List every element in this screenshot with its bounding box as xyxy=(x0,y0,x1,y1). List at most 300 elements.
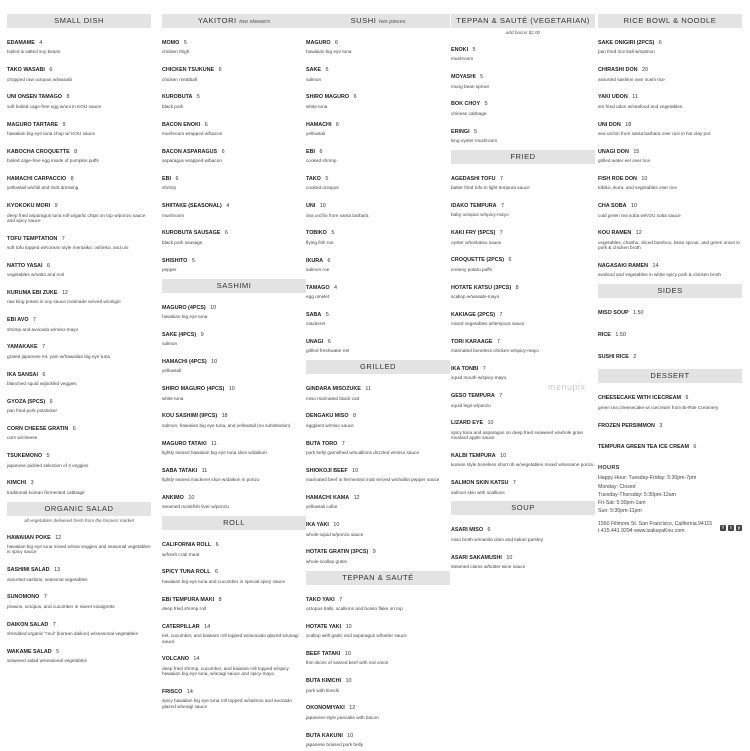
item-price: 12 xyxy=(61,290,68,297)
section-title: FRIED xyxy=(510,151,536,161)
item-description: w/fresh crab meat xyxy=(162,551,200,557)
menu-item xyxy=(306,58,450,82)
item-name: HAMACHI xyxy=(306,121,332,128)
section-header xyxy=(162,14,306,28)
section-header xyxy=(306,571,450,585)
menu-item xyxy=(7,281,151,305)
item-name: EBI xyxy=(306,148,315,155)
item-name: KUROBUTA xyxy=(162,94,193,101)
menu-item xyxy=(306,194,450,218)
item-description: scallop with garlic and asparagus w/butter sauce xyxy=(306,633,407,639)
menu-item xyxy=(306,249,450,273)
item-price: 13 xyxy=(53,567,60,574)
item-name: KALBI TEMPURA xyxy=(451,453,496,460)
item-price: 1.50 xyxy=(615,331,626,338)
item-price: 10 xyxy=(487,420,494,427)
item-description: deep fried asparagus tuna roll w/garlic chips on top w/ponzu sauce and spicy sauce xyxy=(7,212,146,223)
menu-item xyxy=(598,254,742,278)
item-name: YAKI UDON xyxy=(598,94,628,101)
hours-line: Sun: 5:30pm-11pm xyxy=(598,507,642,514)
item-description: steamed clams w/butter wine sauce xyxy=(451,563,526,569)
item-description: flying fish roe xyxy=(306,239,334,245)
hours-line: Happy Hour: Tuesday-Friday: 5:30pm-7pm xyxy=(598,475,697,482)
hours-line: Monday: Closed xyxy=(598,483,636,490)
item-description: yellowtail xyxy=(306,130,326,136)
hours-title: HOURS xyxy=(598,464,620,471)
menu-item xyxy=(598,167,742,191)
section-header xyxy=(7,14,151,28)
item-name: SHIOKOJI BEEF xyxy=(306,467,348,474)
item-description: miso marinated black cod xyxy=(306,395,360,401)
item-price: 10 xyxy=(344,650,351,657)
section-header xyxy=(451,150,595,164)
item-name: UNAGI DON xyxy=(598,148,629,155)
item-name: BACON ASPARAGUS xyxy=(162,148,218,155)
item-price: 10 xyxy=(228,386,235,393)
menu-item xyxy=(306,85,450,109)
item-name: MAGURO TATAKI xyxy=(162,440,207,447)
menu-item xyxy=(162,323,306,347)
item-price: 10 xyxy=(210,304,217,311)
item-price: 8 xyxy=(74,148,78,155)
item-price: 5 xyxy=(325,175,329,182)
menu-item xyxy=(162,680,306,709)
item-name: TAMAGO xyxy=(306,284,330,291)
item-description: black pork xyxy=(162,103,184,109)
item-price: 5 xyxy=(325,67,329,74)
menu-item xyxy=(598,113,742,137)
menu-item xyxy=(162,432,306,456)
item-name: RICE xyxy=(598,331,611,338)
item-name: MAGURO TARTARE xyxy=(7,121,59,128)
item-price: 1.50 xyxy=(633,310,644,317)
item-description: chopped raw octopus w/wasabi xyxy=(7,76,73,82)
item-description: vegetables w/natto and nori xyxy=(7,272,65,278)
item-name: BUTA KIMCHI xyxy=(306,678,342,685)
menu-item xyxy=(451,546,595,570)
section-header xyxy=(598,369,742,383)
item-price: 5 xyxy=(484,101,488,108)
item-description: traditional korean fermented cabbage xyxy=(7,489,85,495)
section-header xyxy=(306,360,450,374)
item-description: yellowtail collar xyxy=(306,504,338,510)
item-description: boiled cage-free egg inside of pumpkin puffs xyxy=(7,158,99,164)
item-name: ENOKI xyxy=(451,47,469,53)
item-price: 5 xyxy=(183,40,187,46)
menu-item xyxy=(7,227,151,251)
section-title: SMALL DISH xyxy=(54,16,104,25)
menu-item xyxy=(162,533,306,557)
item-price: 6 xyxy=(42,371,46,378)
menu-item xyxy=(7,167,151,191)
menu-item xyxy=(306,140,450,164)
item-name: AGEDASHI TOFU xyxy=(451,175,496,182)
section-header xyxy=(162,516,306,530)
item-price: 6 xyxy=(353,94,357,101)
menu-item xyxy=(306,432,450,456)
item-price: 7 xyxy=(339,596,343,603)
website-link[interactable]: www.izakayaKou.com xyxy=(634,528,685,535)
item-price: 7 xyxy=(499,311,503,318)
menu-item xyxy=(306,724,450,748)
menu-item xyxy=(162,296,306,320)
item-name: BOK CHOY xyxy=(451,101,481,108)
item-name: SASHIMI SALAD xyxy=(7,567,50,574)
item-description: green tea cheesecake w/ icecream from Bi-Rite Creamery xyxy=(598,404,719,410)
item-price: 7 xyxy=(499,175,503,182)
item-price: 6 xyxy=(487,527,491,534)
section-header xyxy=(7,502,151,516)
item-name: VOLCANO xyxy=(162,656,189,663)
item-name: UNAGI xyxy=(306,339,324,346)
section-title: RICE BOWL & NOODLE xyxy=(623,16,717,25)
item-price: 14 xyxy=(186,688,193,695)
menu-item xyxy=(598,140,742,164)
item-description: boiled & salted soy beans xyxy=(7,49,61,55)
item-description: scallop w/wasabi-mayo xyxy=(451,293,500,299)
menu-item xyxy=(306,669,450,693)
item-name: HOTATE GRATIN (3PCS) xyxy=(306,549,369,556)
menu-item xyxy=(451,303,595,327)
item-description: hawaiian big eye tuna xyxy=(162,314,208,320)
item-name: WAKAME SALAD xyxy=(7,648,52,655)
item-description: salmon skin with scallions xyxy=(451,489,505,495)
item-description: squid mouth w/spicy-mayo xyxy=(451,375,507,381)
item-price: 10 xyxy=(347,732,354,739)
item-description: mung bean sprout xyxy=(451,83,489,89)
menu-item xyxy=(162,588,306,612)
item-name: HAMACHI CARPACCIO xyxy=(7,175,67,182)
item-price: 6 xyxy=(175,175,179,182)
section-title: YAKITORI xyxy=(197,16,237,25)
menu-item xyxy=(162,377,306,401)
item-price: 7 xyxy=(500,202,504,209)
item-description: spicy tuna and asparagus on deep fried seaweed w/whole grain mustard apple sauce xyxy=(451,429,584,441)
item-price: 3 xyxy=(659,422,663,429)
menu-item xyxy=(162,404,306,428)
item-name: SAKE xyxy=(306,67,321,74)
menu-item xyxy=(451,221,595,245)
item-description: white tuna xyxy=(306,103,328,109)
item-name: EDAMAME xyxy=(7,40,35,46)
menu-item xyxy=(7,335,151,359)
item-price: 5 xyxy=(480,74,484,81)
item-description: seaweed salad w/seasonal vegetables xyxy=(7,658,88,664)
menu-item xyxy=(162,249,306,273)
item-name: UNI xyxy=(306,203,316,210)
item-price: 7 xyxy=(499,230,503,237)
item-name: TAKO xyxy=(306,175,321,182)
item-description: cooked shrimp xyxy=(306,158,337,164)
item-price: 8 xyxy=(515,284,519,291)
item-description: lightly seared mackerel slice w/daikon in ponzu xyxy=(162,477,260,483)
item-name: EBI AVO xyxy=(7,317,29,324)
menu-item xyxy=(451,357,595,381)
menu-item xyxy=(306,303,450,327)
watermark: menupix xyxy=(548,382,586,392)
item-price: 9 xyxy=(685,395,689,402)
yelp-icon[interactable]: y xyxy=(737,525,741,531)
item-price: 10 xyxy=(345,623,352,630)
phone: t 415.441.9294 xyxy=(598,528,633,535)
item-name: MOMO xyxy=(162,40,180,46)
menu-item xyxy=(451,330,595,354)
section-title: GRILLED xyxy=(360,362,396,372)
item-description: cold green tea soba w/KOU soba sauce xyxy=(598,212,681,218)
item-name: ANKIMO xyxy=(162,495,184,501)
menu-item xyxy=(306,696,450,720)
menu-item xyxy=(162,58,306,82)
item-name: BUTA TORO xyxy=(306,440,338,447)
item-price: 6 xyxy=(335,121,339,128)
item-description: pork belly garnished w/scallions drizzled w/miso sauce xyxy=(306,450,420,456)
menu-item xyxy=(306,221,450,245)
section-subtitle: two pieces xyxy=(378,19,406,25)
item-price: 7 xyxy=(42,344,46,351)
menu-item xyxy=(162,167,306,191)
item-price: 6 xyxy=(214,569,218,576)
item-name: SUSHI RICE xyxy=(598,353,629,360)
item-description: salmon xyxy=(306,76,322,82)
item-price: 4 xyxy=(226,203,230,210)
menu-item xyxy=(598,58,742,82)
item-name: OKONOMIYAKI xyxy=(306,705,345,712)
menu-item xyxy=(7,85,151,109)
item-description: batter fried tofu in light tempura sauce xyxy=(451,185,530,191)
item-price: 9 xyxy=(372,549,376,556)
item-price: 9 xyxy=(200,331,204,338)
item-description: assorted sashimi over sushi rice xyxy=(598,76,665,82)
section-title: ORGANIC SALAD xyxy=(44,503,114,513)
facebook-icon[interactable]: f xyxy=(720,525,726,531)
item-name: CHICKEN TSUKUNE xyxy=(162,67,215,74)
item-description: chicken thigh xyxy=(162,49,190,55)
item-description: hawaiian big eye tuna mixed w/sea veggies and seasonal vegetables in spicy sauce xyxy=(7,543,151,555)
item-name: IKURA xyxy=(306,257,324,264)
section-title: TEPPAN & SAUTÉ xyxy=(342,572,414,582)
menu-item xyxy=(7,31,151,55)
menu-item xyxy=(7,444,151,468)
item-price: 14 xyxy=(652,262,659,269)
item-name: IKA YAKI xyxy=(306,522,329,529)
menu-item xyxy=(451,518,595,542)
item-name: SUNOMONO xyxy=(7,594,40,601)
menu-item xyxy=(162,140,306,164)
section-title: SUSHI xyxy=(350,16,377,25)
item-description: king oyster mushroom xyxy=(451,137,498,143)
item-description: cooked octopus xyxy=(306,185,339,191)
item-price: 5 xyxy=(46,453,50,460)
menu-item xyxy=(598,31,742,55)
menu-item xyxy=(306,276,450,300)
item-name: SAKE (4PCS) xyxy=(162,331,197,338)
column-2 xyxy=(162,14,306,713)
item-description: tobiko, ikura, and vegetables over rice xyxy=(598,185,677,191)
item-price: 6 xyxy=(319,148,323,155)
menu-item xyxy=(7,390,151,414)
menu-item xyxy=(7,194,151,223)
item-price: 11 xyxy=(211,440,217,447)
item-price: 10 xyxy=(641,175,648,182)
item-name: IKA TONBI xyxy=(451,366,479,373)
item-price: 5 xyxy=(196,94,200,101)
item-name: MOYASHI xyxy=(451,74,476,81)
menu-item xyxy=(598,414,742,432)
item-price: 8 xyxy=(66,94,70,101)
menu-item xyxy=(451,38,595,62)
item-name: UNI DON xyxy=(598,121,621,128)
item-description: salmon xyxy=(162,341,178,347)
item-name: CALIFORNIA ROLL xyxy=(162,542,212,549)
section-note: add bacon $2.00 xyxy=(505,30,541,35)
section-header xyxy=(598,284,742,298)
item-description: pan fried pork potsticker xyxy=(7,408,58,414)
item-description: creamy potato puffs xyxy=(451,266,493,272)
item-price: 5 xyxy=(474,128,478,135)
item-price: 6 xyxy=(46,262,50,269)
menu-item xyxy=(306,513,450,537)
item-price: 2 xyxy=(633,353,637,360)
item-description: corn w/cheese xyxy=(7,435,38,441)
item-description: asparagus wrapped w/bacon xyxy=(162,158,222,164)
column-5 xyxy=(598,14,742,535)
item-name: KUROBUTA SAUSAGE xyxy=(162,230,221,237)
item-price: 12 xyxy=(349,705,356,712)
item-name: CATERPILLAR xyxy=(162,623,200,630)
item-name: CHIRASHI DON xyxy=(598,67,638,74)
item-price: 10 xyxy=(500,453,507,460)
menu-item xyxy=(451,92,595,116)
item-price: 6 xyxy=(327,257,331,264)
hours-block xyxy=(598,464,742,515)
menu-item xyxy=(598,194,742,218)
twitter-icon[interactable]: t xyxy=(728,525,734,531)
menu-item xyxy=(306,113,450,137)
menu-item xyxy=(162,350,306,374)
item-price: 9 xyxy=(54,203,58,210)
item-description: stir fried udon w/seafood and vegetables xyxy=(598,103,683,109)
menu-item xyxy=(7,613,151,637)
item-description: hawaiian big eye tuna chop w/ KOU sauce xyxy=(7,130,96,136)
menu-item xyxy=(162,459,306,483)
menu-item xyxy=(451,276,595,300)
section-header xyxy=(162,279,306,293)
item-description: deep fried shrimp roll xyxy=(162,605,206,611)
menu-item xyxy=(7,417,151,441)
section-header xyxy=(598,14,742,28)
section-title: ROLL xyxy=(223,518,245,528)
item-description: miso broth w/manila clam and italian parsley xyxy=(451,536,543,542)
item-description: black pork sausage xyxy=(162,239,203,245)
item-description: sea urchin from santa barbara xyxy=(306,212,369,218)
item-description: mackerel xyxy=(306,321,326,327)
item-name: HAMACHI (4PCS) xyxy=(162,359,207,366)
item-description: soft tofu topped w/Korean style mentaiko, oshinko, and uni xyxy=(7,245,129,251)
item-name: BUTA KAKUNI xyxy=(306,732,343,739)
item-price: 14 xyxy=(204,623,211,630)
item-description: prawns, octopus, and cucumber in sweet vinaigrette xyxy=(7,603,115,609)
item-description: japanese pickled selection of 4 veggies xyxy=(7,462,89,468)
item-name: HOTATE YAKI xyxy=(306,623,342,630)
item-description: salmon, hawaiian big eye tuna, and yellowtail (no substitution) xyxy=(162,422,291,428)
item-price: 5 xyxy=(56,648,60,655)
hours-line: Fri-Sat: 5:30pm-1am xyxy=(598,499,646,506)
item-name: KOU SASHIMI (9PCS) xyxy=(162,413,218,420)
item-price: 7 xyxy=(499,393,503,400)
menu-item xyxy=(7,558,151,582)
item-name: KIMCHI xyxy=(7,480,27,487)
item-price: 14 xyxy=(193,656,200,663)
menu-item xyxy=(306,588,450,612)
item-price: 8 xyxy=(70,175,74,182)
item-price: 5 xyxy=(191,257,195,264)
item-name: BACON ENOKI xyxy=(162,121,201,128)
item-description: steamed monkfish liver w/ponzu xyxy=(162,504,229,510)
item-price: 6 xyxy=(658,40,662,46)
item-description: korean style boneless short rib w/vegetables mixed w/sesame ponzu xyxy=(451,462,594,468)
item-name: KURUMA EBI ZUKE xyxy=(7,290,58,297)
section-header xyxy=(306,14,450,28)
item-price: 6 xyxy=(215,542,219,549)
column-4 xyxy=(451,14,595,573)
column-5-sections xyxy=(598,14,742,454)
item-description: thin slices of seared beef with red onion xyxy=(306,660,389,666)
item-name: KABOCHA CROQUETTE xyxy=(7,148,70,155)
menu-item xyxy=(7,113,151,137)
section-subtitle: two skewers xyxy=(239,19,271,25)
menu-item xyxy=(451,471,595,495)
section-header xyxy=(451,501,595,515)
item-price: 9 xyxy=(62,121,66,128)
menu-item xyxy=(598,301,742,319)
item-description: raw king prawn in soy sauce marinade served w/onigiri xyxy=(7,299,121,305)
item-name: YAMAKAKE xyxy=(7,344,38,351)
item-price: 12 xyxy=(353,495,360,501)
menu-item xyxy=(306,31,450,55)
item-price: 10 xyxy=(211,359,218,366)
item-name: FRISCO xyxy=(162,688,183,695)
menu-item xyxy=(7,471,151,495)
menu-item xyxy=(7,58,151,82)
item-name: TORI KARAAGE xyxy=(451,338,493,345)
item-description: japanese style pancake with bacon xyxy=(306,714,379,720)
item-name: SABA xyxy=(306,311,322,318)
menu-item xyxy=(7,585,151,609)
menu-item xyxy=(598,221,742,250)
item-name: SPICY TUNA ROLL xyxy=(162,569,211,576)
section-title: SIDES xyxy=(657,286,683,296)
item-description: marinated beef in fermented malt served w/shallot pepper sauce xyxy=(306,477,440,483)
item-name: MAGURO (4PCS) xyxy=(162,304,206,311)
item-price: 10 xyxy=(319,203,326,210)
item-price: 7 xyxy=(43,594,47,601)
item-description: egg omelet xyxy=(306,294,330,300)
item-name: EBI xyxy=(162,175,171,182)
item-price: 6 xyxy=(49,67,53,74)
item-price: 18 xyxy=(221,413,228,420)
item-price: 10 xyxy=(631,203,638,210)
menu-item xyxy=(598,323,742,341)
menu-item xyxy=(598,386,742,410)
menu-item xyxy=(451,248,595,272)
item-price: 5 xyxy=(325,311,329,318)
address: 1560 Fillmore St. San Francisco, California 94115 xyxy=(598,520,713,527)
item-price: 6 xyxy=(49,398,53,405)
menu-item xyxy=(7,640,151,664)
menu-item xyxy=(306,459,450,483)
item-description: eel, cucumber, and kaiware roll topped w/avocado glazed w/unagi sauce xyxy=(162,633,299,644)
item-name: LIZARD EYE xyxy=(451,420,484,427)
